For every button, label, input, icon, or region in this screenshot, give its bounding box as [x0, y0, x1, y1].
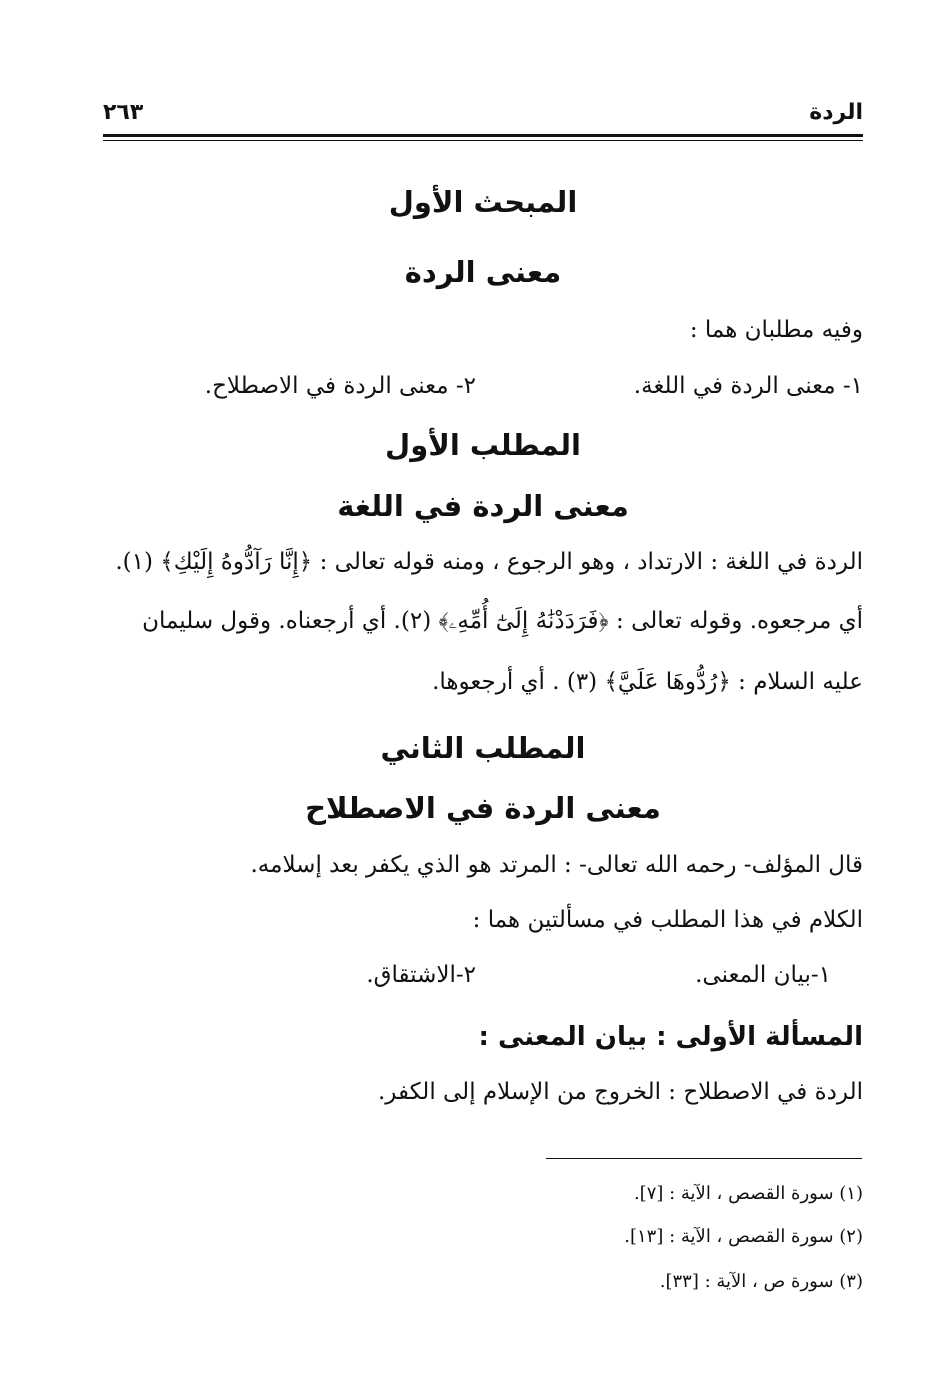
matlab1-line-2: أي مرجعوه. وقوله تعالى : ﴿فَرَدَدْنَٰهُ إِلَىٰٓ أُمِّهِۦ﴾ (٢). أي أرجعناه. وقول سليمان — [142, 608, 863, 634]
intro-item-1: ١- معنى الردة في اللغة. — [633, 373, 863, 399]
footnote-3: (٣) سورة ص ، الآية : [٣٣]. — [659, 1271, 863, 1292]
matlab2-line-2: الكلام في هذا المطلب في مسألتين هما : — [472, 907, 863, 933]
section-title: المبحث الأول — [388, 185, 578, 219]
masala1-title: المسألة الأولى : بيان المعنى : — [478, 1022, 863, 1052]
masala1-line: الردة في الاصطلاح : الخروج من الإسلام إلى الكفر. — [377, 1079, 863, 1105]
page-number: ٢٦٣ — [103, 100, 144, 125]
matlab2-line-1: قال المؤلف- رحمه الله تعالى- : المرتد هو الذي يكفر بعد إسلامه. — [250, 852, 863, 878]
matlab1-line-1: الردة في اللغة : الارتداد ، وهو الرجوع ، ومنه قوله تعالى : ﴿إِنَّا رَآدُّوهُ إِلَيْكِ﴾ (١). — [115, 549, 863, 575]
running-title: الردة — [809, 100, 863, 125]
matlab1-subtitle: معنى الردة في اللغة — [337, 489, 629, 523]
matlab2-item-2: ٢-الاشتقاق. — [366, 962, 476, 988]
matlab2-subtitle: معنى الردة في الاصطلاح — [305, 791, 661, 825]
matlab1-title: المطلب الأول — [385, 428, 581, 462]
footnote-rule — [546, 1158, 862, 1159]
section-subtitle: معنى الردة — [404, 255, 562, 289]
header-rule-thin — [103, 140, 863, 141]
intro-line: وفيه مطلبان هما : — [689, 317, 863, 343]
matlab2-item-1: ١-بيان المعنى. — [695, 962, 831, 988]
matlab1-line-3: عليه السلام : ﴿رُدُّوهَا عَلَيَّ﴾ (٣) . أي أرجعوها. — [432, 669, 863, 695]
footnote-1: (١) سورة القصص ، الآية : [٧]. — [633, 1183, 863, 1204]
intro-item-2: ٢- معنى الردة في الاصطلاح. — [204, 373, 476, 399]
footnote-2: (٢) سورة القصص ، الآية : [١٣]. — [624, 1226, 863, 1247]
matlab2-title: المطلب الثاني — [380, 731, 586, 765]
header-rule — [103, 134, 863, 137]
running-header — [103, 100, 863, 136]
